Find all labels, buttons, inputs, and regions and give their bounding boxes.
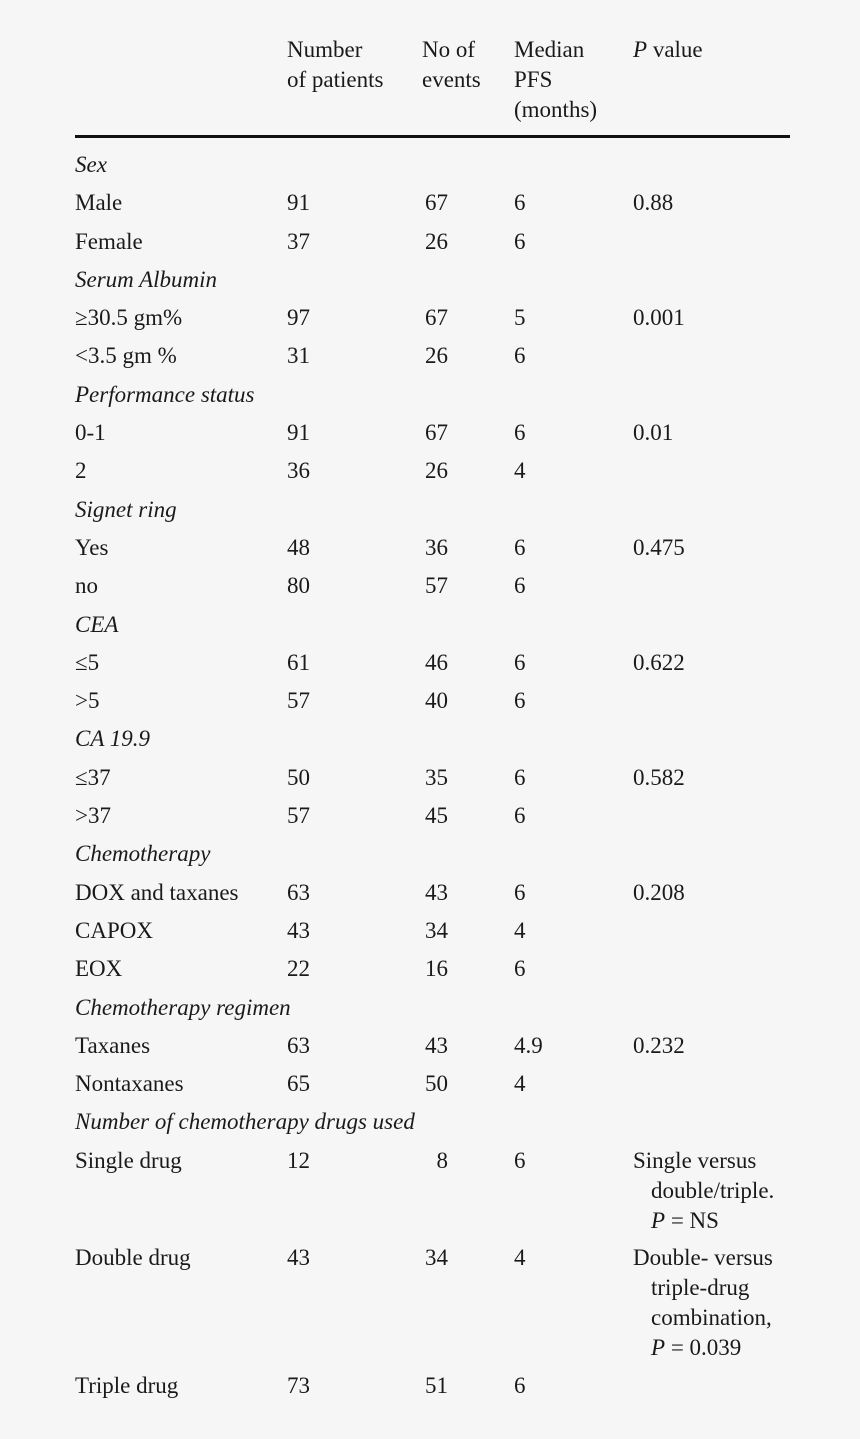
number-of-patients-cell: 91 [287,420,310,446]
median-pfs-cell: 6 [514,573,526,599]
number-of-patients-cell: 57 [287,688,310,714]
p-value-cell: 0.001 [633,305,685,331]
p-value-cell: 0.475 [633,534,685,560]
table-header [75,35,790,138]
number-of-patients-cell: 36 [287,458,310,484]
header-no-of-events: No of events [422,37,481,92]
row-label: Male [75,190,123,216]
median-pfs-cell: 6 [514,1372,526,1398]
group-header-row [75,724,790,762]
no-of-events-cell: 16 [425,956,448,982]
no-of-events-cell: 35 [425,764,448,790]
no-of-events-cell: 46 [425,649,448,675]
no-of-events-cell: 26 [425,458,448,484]
median-pfs-cell: 6 [514,1147,526,1173]
p-value-line: Double- versus [633,1244,773,1270]
row-label: >5 [75,688,100,714]
group-label: Chemotherapy [75,841,211,867]
median-pfs-cell: 6 [514,534,526,560]
median-pfs-cell: 6 [514,228,526,254]
number-of-patients-cell: 80 [287,573,310,599]
p-value-cell [633,1146,793,1236]
row-label: Female [75,228,143,254]
header-p-value [633,35,703,65]
group-label: Chemotherapy regimen [75,994,291,1020]
row-label: ≥30.5 gm% [75,305,183,331]
p-value-line [633,1206,793,1236]
row-label: Nontaxanes [75,1071,184,1097]
table-body [75,138,790,1409]
group-header-row [75,610,790,648]
median-pfs-cell: 6 [514,420,526,446]
median-pfs-cell: 4 [514,917,526,943]
row-label: ≤37 [75,764,111,790]
number-of-patients-cell: 22 [287,956,310,982]
p-value-line: double/triple. [651,1177,775,1203]
median-pfs-cell: 6 [514,343,526,369]
number-of-patients-cell: 12 [287,1147,310,1173]
group-label: Signet ring [75,496,177,522]
group-header-row [75,380,790,418]
table-row [75,188,790,226]
row-label: Single drug [75,1147,182,1173]
no-of-events-cell: 45 [425,803,448,829]
number-of-patients-cell: 91 [287,190,310,216]
table-row [75,1031,790,1069]
header-median-pfs: Median PFS (months) [514,37,598,122]
row-label: Yes [75,534,109,560]
p-value-cell [633,1243,793,1363]
p-value-text: = NS [665,1207,719,1233]
p-value-line: combination, [651,1304,772,1330]
table-row [75,456,790,494]
group-label: Number of chemotherapy drugs used [75,1109,415,1135]
number-of-patients-cell: 61 [287,649,310,675]
table-row [75,533,790,571]
group-label: CEA [75,611,119,637]
number-of-patients-cell: 97 [287,305,310,331]
no-of-events-cell: 8 [436,1147,448,1173]
header-p-italic: P [633,37,648,62]
median-pfs-cell: 6 [514,649,526,675]
p-value-cell: 0.208 [633,879,685,905]
table-row [75,1243,790,1371]
group-header-row [75,993,790,1031]
row-label: Triple drug [75,1372,179,1398]
no-of-events-cell: 43 [425,879,448,905]
number-of-patients-cell: 48 [287,534,310,560]
table-row [75,341,790,379]
no-of-events-cell: 34 [425,1244,448,1270]
table-row [75,916,790,954]
table-row [75,571,790,609]
table-row [75,954,790,992]
number-of-patients-cell: 43 [287,917,310,943]
no-of-events-cell: 57 [425,573,448,599]
median-pfs-cell: 6 [514,956,526,982]
table-row [75,227,790,265]
p-value-cell: 0.01 [633,420,674,446]
no-of-events-cell: 34 [425,917,448,943]
no-of-events-cell: 67 [425,190,448,216]
no-of-events-cell: 26 [425,343,448,369]
median-pfs-cell: 5 [514,305,526,331]
group-label: Performance status [75,381,255,407]
row-label: >37 [75,803,111,829]
group-header-row [75,1107,790,1145]
p-symbol: P [651,1334,666,1360]
no-of-events-cell: 51 [425,1372,448,1398]
no-of-events-cell: 43 [425,1032,448,1058]
number-of-patients-cell: 57 [287,803,310,829]
group-header-row [75,265,790,303]
header-p-rest: value [647,37,703,62]
row-label: Double drug [75,1244,191,1270]
p-value-line [633,1333,793,1363]
table-row [75,1371,790,1409]
group-label: Sex [75,152,107,177]
median-pfs-cell: 4 [514,458,526,484]
row-label: EOX [75,956,123,982]
no-of-events-cell: 67 [425,420,448,446]
number-of-patients-cell: 73 [287,1372,310,1398]
group-header-row [75,495,790,533]
pfs-table [75,35,790,1409]
row-label: CAPOX [75,917,153,943]
table-row [75,763,790,801]
p-value-cell: 0.582 [633,764,685,790]
number-of-patients-cell: 31 [287,343,310,369]
row-label: Taxanes [75,1032,151,1058]
table-row [75,878,790,916]
table-row [75,686,790,724]
group-label: CA 19.9 [75,726,150,752]
no-of-events-cell: 26 [425,228,448,254]
table-row [75,418,790,456]
row-label: 0-1 [75,420,106,446]
row-label: 2 [75,458,87,484]
group-header-row [75,150,790,188]
row-label: DOX and taxanes [75,879,239,905]
row-label: ≤5 [75,649,100,675]
median-pfs-cell: 6 [514,688,526,714]
no-of-events-cell: 50 [425,1071,448,1097]
number-of-patients-cell: 37 [287,228,310,254]
number-of-patients-cell: 65 [287,1071,310,1097]
number-of-patients-cell: 43 [287,1244,310,1270]
header-number-of-patients: Number of patients [287,37,384,92]
p-value-cell: 0.232 [633,1032,685,1058]
no-of-events-cell: 40 [425,688,448,714]
p-value-line: Single versus [633,1147,757,1173]
median-pfs-cell: 4 [514,1071,526,1097]
number-of-patients-cell: 50 [287,764,310,790]
median-pfs-cell: 6 [514,803,526,829]
p-value-cell: 0.622 [633,649,685,675]
median-pfs-cell: 6 [514,190,526,216]
table-row [75,303,790,341]
row-label: <3.5 gm % [75,343,177,369]
p-value-text: = 0.039 [665,1334,742,1360]
no-of-events-cell: 36 [425,534,448,560]
group-label: Serum Albumin [75,266,218,292]
no-of-events-cell: 67 [425,305,448,331]
median-pfs-cell: 4 [514,1244,526,1270]
number-of-patients-cell: 63 [287,879,310,905]
row-label: no [75,573,98,599]
median-pfs-cell: 6 [514,764,526,790]
number-of-patients-cell: 63 [287,1032,310,1058]
p-value-cell: 0.88 [633,190,674,216]
table-row [75,801,790,839]
table-row [75,1146,790,1243]
median-pfs-cell: 4.9 [514,1032,543,1058]
p-symbol: P [651,1207,666,1233]
median-pfs-cell: 6 [514,879,526,905]
p-value-line: triple-drug [651,1274,750,1300]
group-header-row [75,839,790,877]
table-row [75,648,790,686]
table-row [75,1069,790,1107]
